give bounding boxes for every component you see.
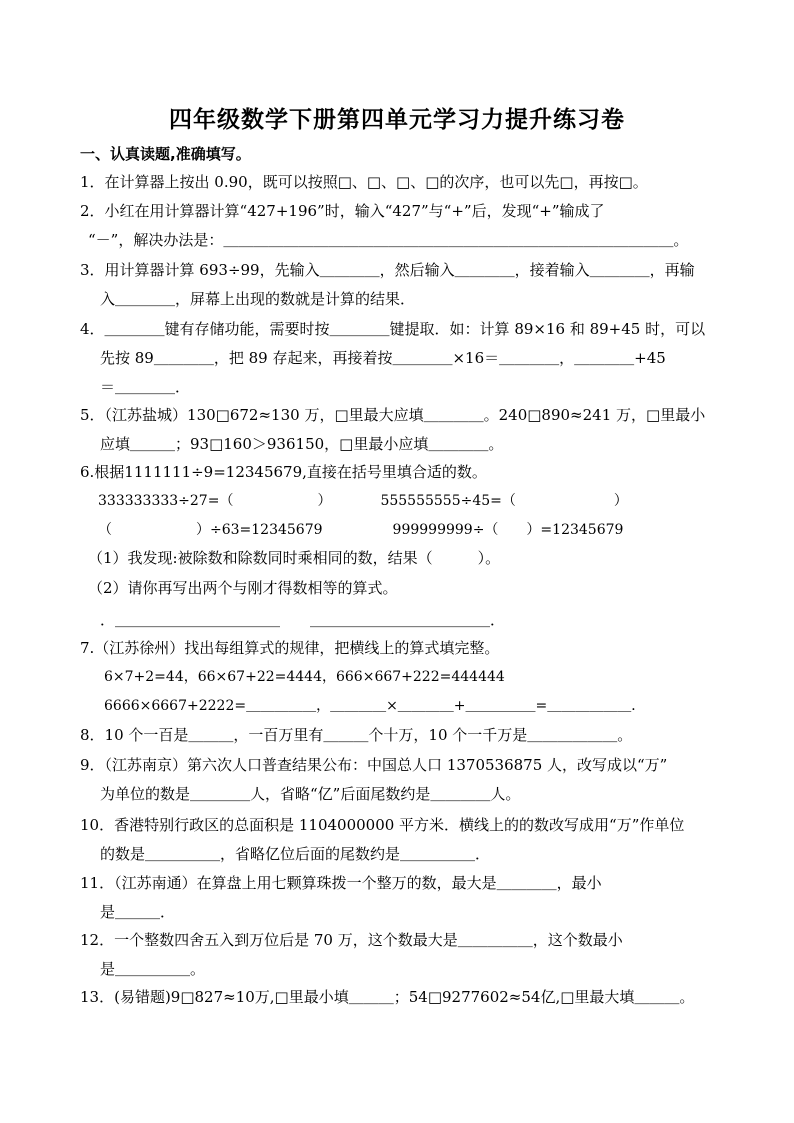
question-4: 4．＿＿＿＿键有存储功能，需要时按＿＿＿＿键提取．如：计算 89×16 和 89+45 时，可以 <box>80 320 706 338</box>
question-11-cont: 是＿＿＿． <box>100 903 176 921</box>
question-5-cont: 应填＿＿＿；93□160＞936150，□里最小应填＿＿＿＿。 <box>100 435 504 453</box>
section-heading: 一、认真读题,准确填写。 <box>80 145 251 163</box>
question-6: 6.根据1111111÷9=12345679,直接在括号里填合适的数。 <box>80 463 487 481</box>
question-7: 7.（江苏徐州）找出每组算式的规律，把横线上的算式填完整。 <box>80 639 500 657</box>
question-9-cont: 为单位的数是＿＿＿＿人，省略“亿”后面尾数约是＿＿＿＿人。 <box>100 785 521 803</box>
question-4-cont2: ＝＿＿＿＿． <box>100 378 191 396</box>
question-2-cont: “－”，解决办法是：＿＿＿＿＿＿＿＿＿＿＿＿＿＿＿＿＿＿＿＿＿＿＿＿＿＿＿＿＿＿。 <box>88 231 689 249</box>
question-6-row1: 333333333÷27=（ ） 555555555÷45=（ ） <box>98 493 628 509</box>
question-3-cont: 入＿＿＿＿，屏幕上出现的数就是计算的结果． <box>100 290 416 308</box>
question-1: 1．在计算器上按出 0.90，既可以按照□、□、□、□的次序，也可以先□，再按□。 <box>80 173 648 191</box>
question-13: 13．(易错题)9□827≈10万,□里最小填＿＿＿；54□9277602≈54亿,□里最大填＿＿＿。 <box>80 988 695 1006</box>
question-3: 3．用计算器计算 693÷99，先输入＿＿＿＿，然后输入＿＿＿＿，接着输入＿＿＿＿，再输 <box>80 261 695 279</box>
question-7-fill: 6666×6667+2222=＿＿＿＿＿，＿＿＿＿×＿＿＿＿+＿＿＿＿＿=＿＿＿＿＿＿． <box>104 698 646 714</box>
question-4-cont: 先按 89＿＿＿＿，把 89 存起来，再接着按＿＿＿＿×16＝＿＿＿＿，＿＿＿＿+45 <box>100 349 666 367</box>
question-9: 9．（江苏南京）第六次人口普查结果公布：中国总人口 1370536875 人，改写成以“万” <box>80 756 668 774</box>
question-5: 5．（江苏盐城）130□672≈130 万，□里最大应填＿＿＿＿。240□890≈241 万，□里最小 <box>80 406 706 424</box>
question-10-cont: 的数是＿＿＿＿＿，省略亿位后面的尾数约是＿＿＿＿＿． <box>100 845 491 863</box>
question-10: 10．香港特别行政区的总面积是 1104000000 平方米．横线上的的数改写成用“万”作单位 <box>80 816 685 834</box>
question-11: 11．（江苏南通）在算盘上用七颗算珠拨一个整万的数，最大是＿＿＿＿，最小 <box>80 874 602 892</box>
page-title: 四年级数学下册第四单元学习力提升练习卷 <box>169 107 625 133</box>
question-6-sub1: （1）我发现:被除数和除数同时乘相同的数，结果（ ）。 <box>88 549 501 567</box>
question-12: 12．一个整数四舍五入到万位后是 70 万，这个数最大是＿＿＿＿＿，这个数最小 <box>80 931 623 949</box>
question-12-cont: 是＿＿＿＿＿。 <box>100 960 206 978</box>
question-6-row2: （ ）÷63=12345679 999999999÷（ ）=12345679 <box>98 522 624 538</box>
question-6-sub2: （2）请你再写出两个与刚才得数相等的算式。 <box>88 579 398 597</box>
question-6-answer-lines: ．＿＿＿＿＿＿＿＿＿＿＿ ＿＿＿＿＿＿＿＿＿＿＿＿． <box>100 611 506 629</box>
question-8: 8．10 个一百是＿＿＿，一百万里有＿＿＿个十万，10 个一千万是＿＿＿＿＿＿。 <box>80 726 633 744</box>
question-2: 2．小红在用计算器计算“427+196”时，输入“427”与“+”后，发现“+”输成了 <box>80 202 605 220</box>
question-7-pattern: 6×7+2=44，66×67+22=4444，666×667+222=444444 <box>104 669 505 685</box>
